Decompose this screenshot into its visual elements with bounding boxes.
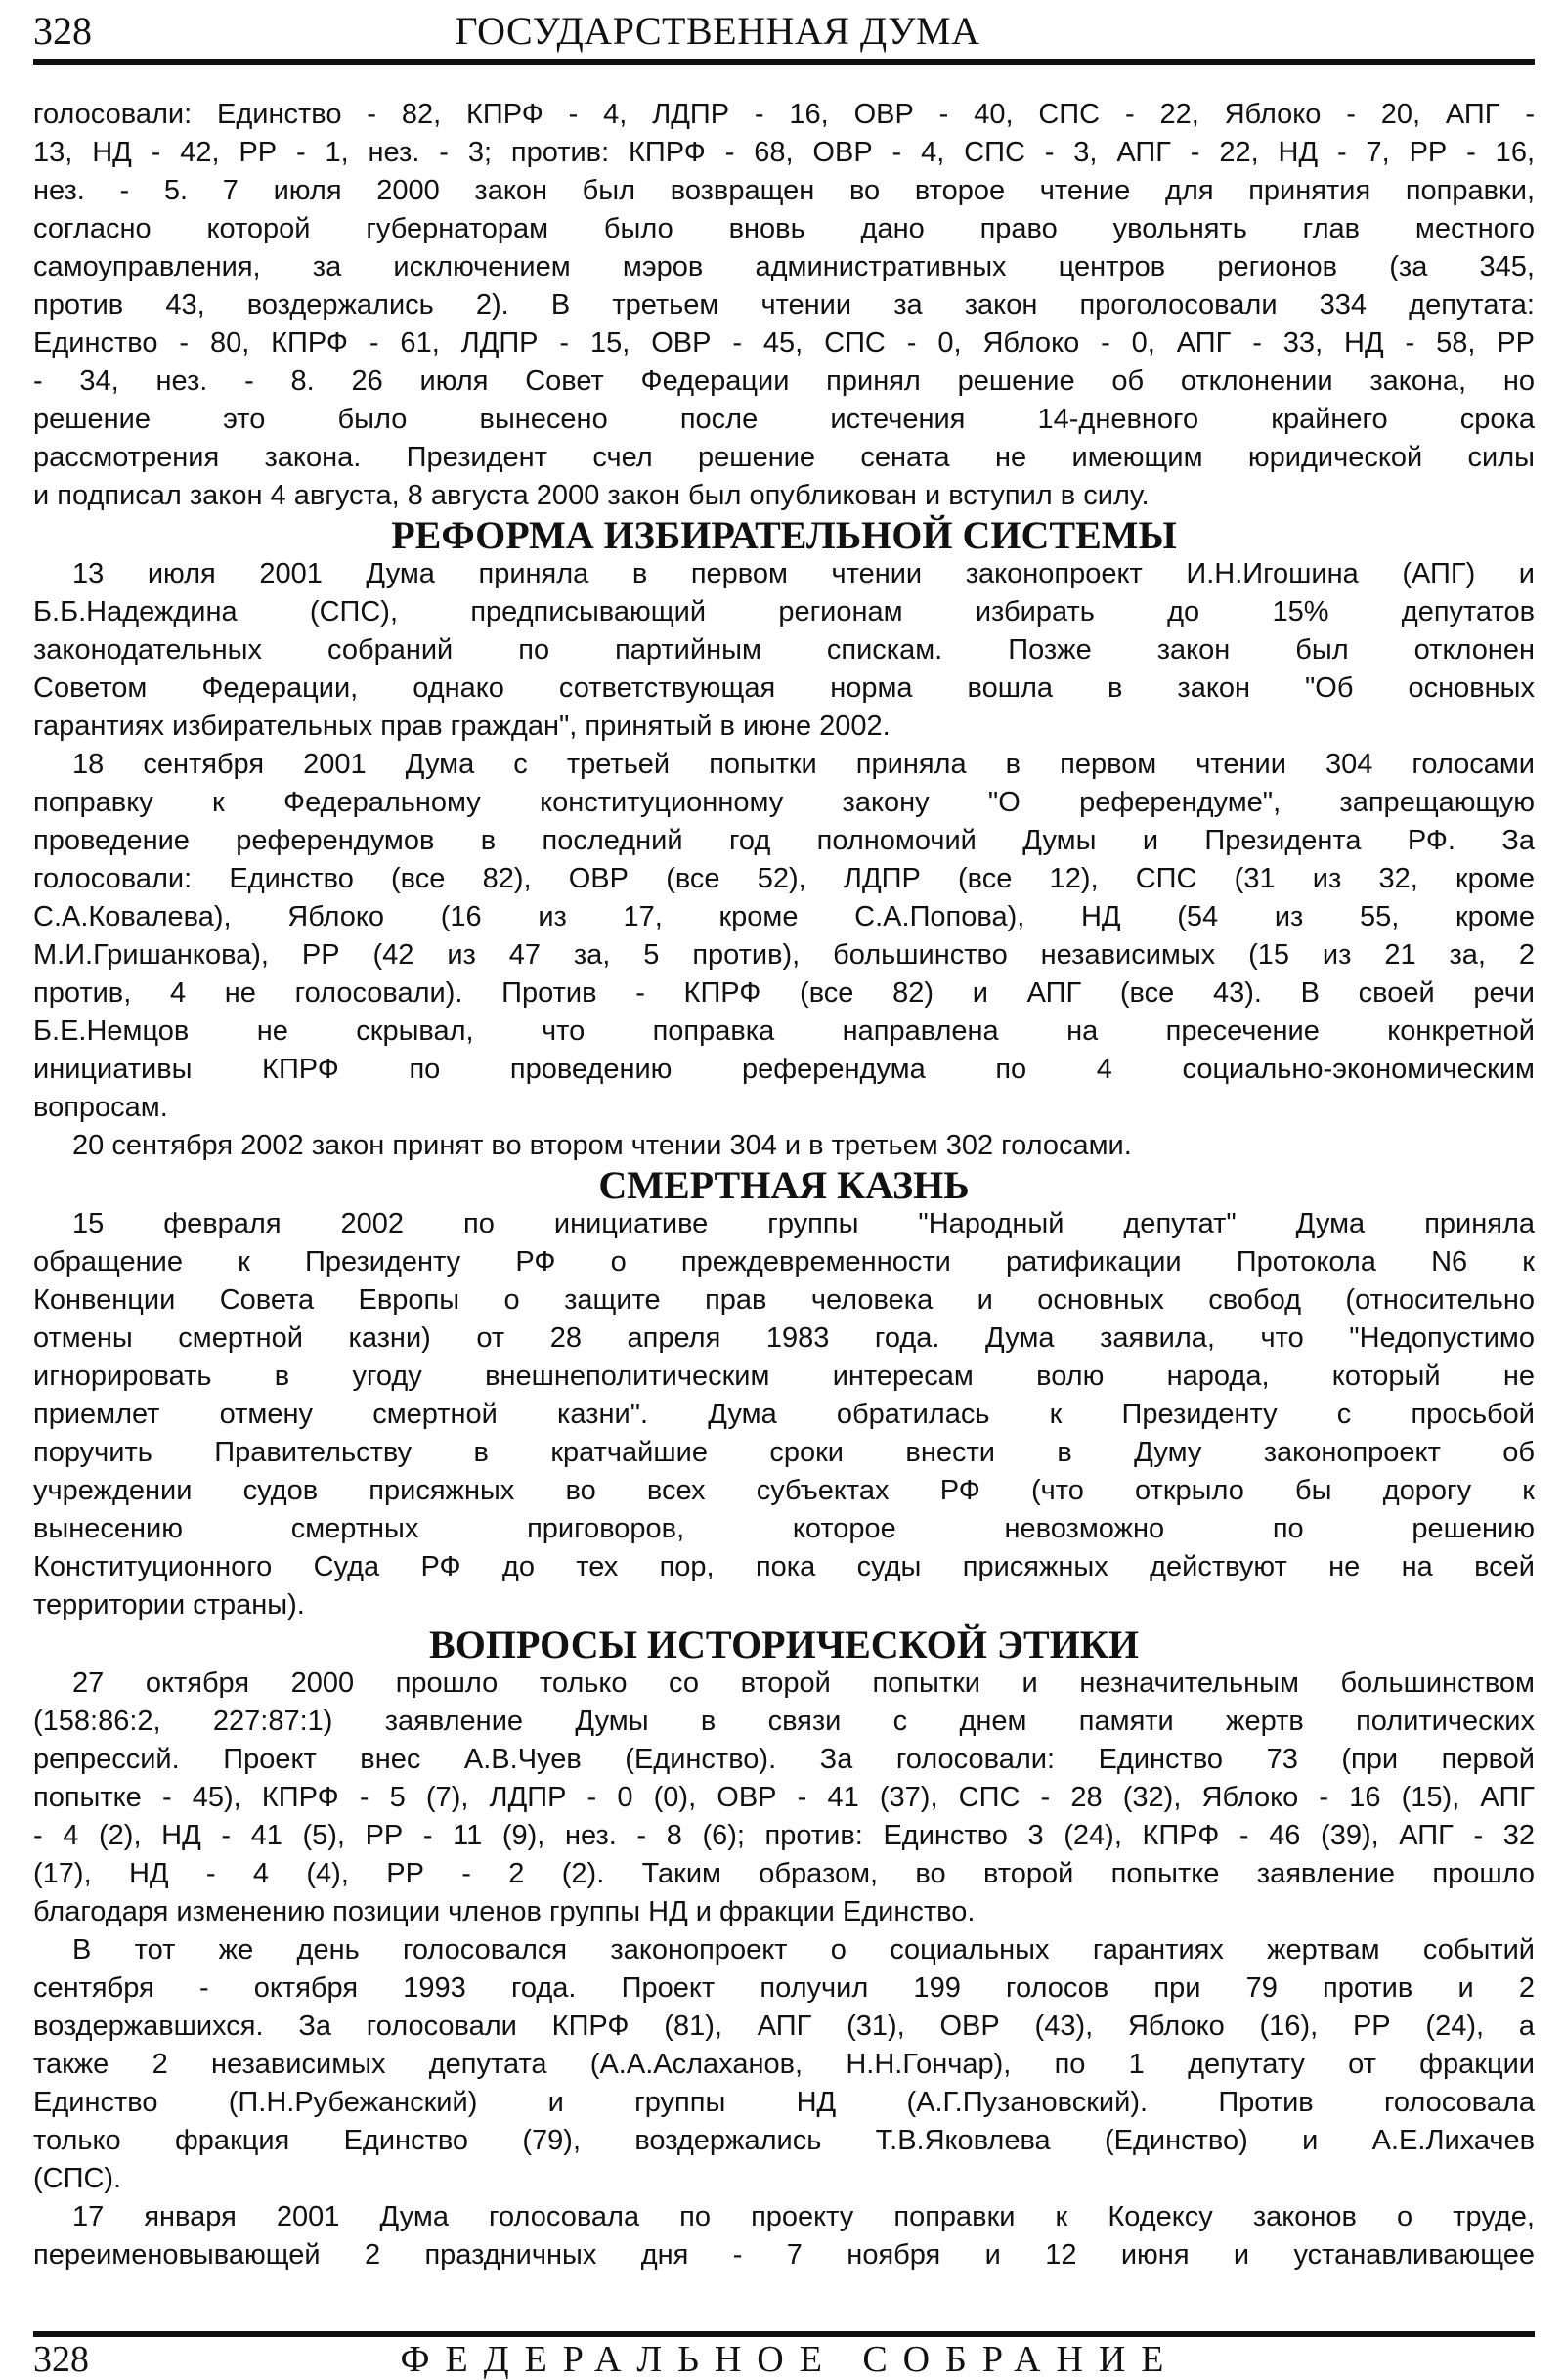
text-line-content: рассмотрения закона. Президент счел решение сената не имеющим юридической силы (33, 442, 1535, 473)
text-line (33, 2160, 1535, 2198)
text-line (33, 1931, 1535, 1969)
text-line-content: Единство (П.Н.Рубежанский) и группы НД (А.Г.Пузановский). Против голосовала (33, 2087, 1535, 2118)
text-line-content: сентября - октября 1993 года. Проект получил 199 голосов при 79 против и 2 (33, 1972, 1535, 2004)
text-line (33, 1434, 1535, 1472)
text-line (33, 822, 1535, 860)
text-line-content: поручить Правительству в кратчайшие сроки внести в Думу законопроект об (33, 1437, 1535, 1468)
paragraph (33, 2198, 1535, 2274)
text-line (33, 325, 1535, 363)
text-line-content: отмены смертной казни) от 28 апреля 1983 года. Дума заявила, что "Недопустимо (33, 1322, 1535, 1354)
text-line-content: проведение референдумов в последний год полномочий Думы и Президента РФ. За (33, 825, 1535, 856)
text-line-content: голосовали: Единство - 82, КПРФ - 4, ЛДПР - 16, ОВР - 40, СПС - 22, Яблоко - 20, АПГ - (33, 99, 1535, 130)
text-line-content: Б.Б.Надеждина (СПС), предписывающий регионам избирать до 15% депутатов (33, 596, 1535, 627)
section-heading: СМЕРТНАЯ КАЗНЬ (598, 1163, 970, 1207)
text-line (33, 936, 1535, 974)
section-heading: ВОПРОСЫ ИСТОРИЧЕСКОЙ ЭТИКИ (429, 1623, 1139, 1666)
text-line-content: 27 октября 2000 прошло только со второй попытки и незначительным большинством (72, 1667, 1535, 1699)
text-line-content: гарантиях избирательных прав граждан", принятый в июне 2002. (33, 711, 891, 742)
text-line-content: Б.Е.Немцов не скрывал, что поправка направлена на пресечение конкретной (33, 1016, 1535, 1047)
text-line-content: - 4 (2), НД - 41 (5), РР - 11 (9), нез. - 8 (6); против: Единство 3 (24), КПРФ - 46 (39), АПГ - 32 (33, 1820, 1535, 1851)
text-line (33, 2008, 1535, 2046)
text-line-content: игнорировать в угоду внешнеполитическим интересам волю народа, который не (33, 1361, 1535, 1392)
paragraph (33, 1931, 1535, 2198)
text-line (33, 2084, 1535, 2122)
text-line (33, 1472, 1535, 1510)
text-line (33, 631, 1535, 670)
text-line-content: переименовывающей 2 праздничных дня - 7 ноября и 12 июня и устанавливающее (33, 2239, 1535, 2271)
text-line (33, 1586, 1535, 1624)
text-line (33, 363, 1535, 401)
text-line-content: 17 января 2001 Дума голосовала по проекту поправки к Кодексу законов о труде, (72, 2201, 1535, 2232)
text-line-content: против, 4 не голосовали). Против - КПРФ (все 82) и АПГ (все 43). В своей речи (33, 977, 1535, 1009)
text-line (33, 1548, 1535, 1586)
paragraph (33, 96, 1535, 515)
text-line (33, 708, 1535, 746)
text-line-content: учреждении судов присяжных во всех субъектах РФ (что открыло бы дорогу к (33, 1475, 1535, 1506)
text-line (33, 1855, 1535, 1893)
text-line (33, 1089, 1535, 1127)
text-line-content: решение это было вынесено после истечения 14-дневного крайнего срока (33, 404, 1535, 435)
paragraph (33, 746, 1535, 1127)
text-line (33, 1969, 1535, 2008)
text-line (33, 1013, 1535, 1051)
text-line-content: - 34, нез. - 8. 26 июля Совет Федерации принял решение об отклонении закона, но (33, 366, 1535, 397)
text-line (33, 1358, 1535, 1396)
text-line (33, 172, 1535, 210)
text-line-content: (17), НД - 4 (4), РР - 2 (2). Таким образом, во второй попытке заявление прошло (33, 1858, 1535, 1889)
text-line (33, 1893, 1535, 1931)
text-line-content: законодательных собраний по партийным спискам. Позже закон был отклонен (33, 634, 1535, 666)
text-line-content: (СПС). (33, 2163, 122, 2194)
text-line-content: Советом Федерации, однако сответствующая норма вошла в закон "Об основных (33, 672, 1535, 704)
paragraph (33, 555, 1535, 746)
paragraph (33, 1205, 1535, 1624)
text-line (33, 555, 1535, 593)
text-line (33, 898, 1535, 936)
text-line (33, 1510, 1535, 1548)
text-line (33, 974, 1535, 1013)
text-line-content: В тот же день голосовался законопроект о социальных гарантиях жертвам событий (72, 1934, 1535, 1966)
text-line-content: 13, НД - 42, РР - 1, нез. - 3; против: КПРФ - 68, ОВР - 4, СПС - 3, АПГ - 22, НД - 7, РР - 16, (33, 137, 1535, 168)
text-line (33, 286, 1535, 325)
text-line-content: обращение к Президенту РФ о преждевременности ратификации Протокола N6 к (33, 1246, 1535, 1277)
text-line-content: и подписал закон 4 августа, 8 августа 2000 закон был опубликован и вступил в силу. (33, 480, 1150, 511)
text-line (33, 860, 1535, 898)
text-line (33, 96, 1535, 134)
text-line-content: голосовали: Единство (все 82), ОВР (все 52), ЛДПР (все 12), СПС (31 из 32, кроме (33, 863, 1535, 894)
text-line-content: также 2 независимых депутата (А.А.Аслаханов, Н.Н.Гончар), по 1 депутату от фракции (33, 2049, 1535, 2080)
text-line-content: репрессий. Проект внес А.В.Чуев (Единство). За голосовали: Единство 73 (при первой (33, 1744, 1535, 1775)
text-line (33, 134, 1535, 172)
text-line (33, 477, 1535, 515)
text-line-content: воздержавшихся. За голосовали КПРФ (81), АПГ (31), ОВР (43), Яблоко (16), РР (24), а (33, 2011, 1535, 2042)
text-line-content: 15 февраля 2002 по инициативе группы "Народный депутат" Дума приняла (72, 1208, 1535, 1239)
text-line (33, 593, 1535, 631)
running-header-title: ГОСУДАРСТВЕННАЯ ДУМА (455, 9, 980, 53)
text-line-content: только фракция Единство (79), воздержались Т.В.Яковлева (Единство) и А.Е.Лихачев (33, 2125, 1535, 2156)
text-line (33, 1051, 1535, 1089)
text-line (33, 248, 1535, 286)
text-line (33, 2122, 1535, 2160)
footer-rule (33, 2331, 1535, 2337)
text-line-content: территории страны). (33, 1589, 305, 1621)
text-line (33, 2046, 1535, 2084)
text-line (33, 439, 1535, 477)
text-line (33, 1741, 1535, 1779)
header-page-number: 328 (33, 9, 92, 53)
text-line-content: приемлет отмену смертной казни". Дума обратилась к Президенту с просьбой (33, 1399, 1535, 1430)
text-line-content: самоуправления, за исключением мэров административных центров регионов (за 345, (33, 251, 1535, 282)
text-line-content: Конвенции Совета Европы о защите прав человека и основных свобод (относительно (33, 1284, 1535, 1316)
text-line (33, 1205, 1535, 1243)
text-line-content: 13 июля 2001 Дума приняла в первом чтении законопроект И.Н.Игошина (АПГ) и (72, 558, 1535, 589)
paragraph (33, 1127, 1535, 1165)
text-line (33, 746, 1535, 784)
text-line (33, 1243, 1535, 1281)
text-line-content: благодаря изменению позиции членов группы НД и фракции Единство. (33, 1896, 976, 1927)
text-line-content: нез. - 5. 7 июля 2000 закон был возвращен во второе чтение для принятия поправки, (33, 175, 1535, 206)
text-line (33, 784, 1535, 822)
text-line (33, 401, 1535, 439)
text-line (33, 210, 1535, 248)
text-line-content: (158:86:2, 227:87:1) заявление Думы в связи с днем памяти жертв политических (33, 1706, 1535, 1737)
header-rule (33, 59, 1535, 65)
text-line-content: против 43, воздержались 2). В третьем чтении за закон проголосовали 334 депутата: (33, 289, 1535, 321)
text-line-content: вынесению смертных приговоров, которое невозможно по решению (33, 1513, 1535, 1544)
text-line (33, 670, 1535, 708)
text-line-content: 18 сентября 2001 Дума с третьей попытки приняла в первом чтении 304 голосами (72, 749, 1535, 780)
text-line-content: инициативы КПРФ по проведению референдума по 4 социально-экономическим (33, 1054, 1535, 1085)
text-line-content: Конституционного Суда РФ до тех пор, пока суды присяжных действуют не на всей (33, 1551, 1535, 1582)
footer-page-number: 328 (33, 2339, 89, 2380)
section-heading: РЕФОРМА ИЗБИРАТЕЛЬНОЙ СИСТЕМЫ (391, 513, 1177, 557)
text-line (33, 2198, 1535, 2236)
text-line-content: поправку к Федеральному конституционному закону "О референдуме", запрещающую (33, 787, 1535, 818)
text-line-content: Единство - 80, КПРФ - 61, ЛДПР - 15, ОВР - 45, СПС - 0, Яблоко - 0, АПГ - 33, НД - 58, РР (33, 327, 1535, 359)
text-line-content: М.И.Гришанкова), РР (42 из 47 за, 5 против), большинство независимых (15 из 21 за, 2 (33, 939, 1535, 971)
text-line (33, 1127, 1535, 1165)
text-line (33, 1665, 1535, 1703)
text-line (33, 1320, 1535, 1358)
text-line (33, 1703, 1535, 1741)
text-line (33, 1817, 1535, 1855)
text-line (33, 1396, 1535, 1434)
running-footer-title: ФЕДЕРАЛЬНОЕ СОБРАНИЕ (400, 2339, 1180, 2380)
text-line-content: попытке - 45), КПРФ - 5 (7), ЛДПР - 0 (0), ОВР - 41 (37), СПС - 28 (32), Яблоко - 16 (15), АПГ (33, 1782, 1535, 1813)
text-line-content: согласно которой губернаторам было вновь дано право увольнять глав местного (33, 213, 1535, 244)
text-line-content: 20 сентября 2002 закон принят во втором чтении 304 и в третьем 302 голосами. (72, 1130, 1132, 1161)
text-line (33, 1779, 1535, 1817)
text-line (33, 2236, 1535, 2274)
text-line-content: С.А.Ковалева), Яблоко (16 из 17, кроме С.А.Попова), НД (54 из 55, кроме (33, 901, 1535, 932)
text-line (33, 1281, 1535, 1320)
page-body (33, 96, 1535, 2274)
text-line-content: вопросам. (33, 1092, 168, 1123)
paragraph (33, 1665, 1535, 1931)
